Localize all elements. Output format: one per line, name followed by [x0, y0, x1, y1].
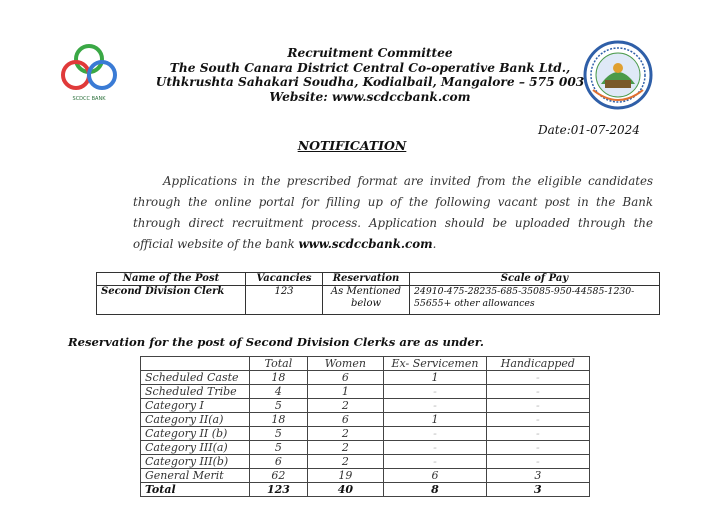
row-total: 5	[250, 399, 307, 413]
row-category: Category I	[141, 399, 250, 413]
reservation-header: Reservation	[323, 273, 410, 286]
post-header: Name of the Post	[97, 273, 246, 286]
committee-title: Recruitment Committee	[287, 46, 453, 60]
intro-website: www.scdccbank.com	[298, 237, 433, 251]
post-table-row	[97, 286, 660, 315]
letterhead	[150, 46, 590, 104]
row-handicapped: -	[486, 427, 589, 441]
row-ex-servicemen: -	[384, 399, 487, 413]
table-row	[141, 469, 590, 483]
post-vacancies: 123	[246, 286, 323, 315]
category-header	[141, 357, 250, 371]
row-category: Category II (b)	[141, 427, 250, 441]
bank-website: Website: www.scdccbank.com	[269, 89, 471, 104]
row-ex-servicemen: -	[384, 385, 487, 399]
row-total: 18	[250, 371, 307, 385]
row-handicapped: -	[486, 455, 589, 469]
intro-paragraph	[133, 171, 653, 255]
row-total: 4	[250, 385, 307, 399]
row-ex-servicemen: 1	[384, 413, 487, 427]
bank-address: Uthkrushta Sahakari Soudha, Kodialbail, Mangalore – 575 003	[155, 75, 585, 89]
total-handicapped: 3	[486, 483, 589, 497]
row-women: 6	[307, 413, 384, 427]
row-ex-servicemen: -	[384, 427, 487, 441]
scale-header: Scale of Pay	[410, 273, 660, 286]
reservation-heading: Reservation for the post of Second Division Clerks are as under.	[68, 335, 484, 349]
row-ex-servicemen: -	[384, 455, 487, 469]
table-row	[141, 441, 590, 455]
row-category: Category III(b)	[141, 455, 250, 469]
total-ex-servicemen: 8	[384, 483, 487, 497]
total-row	[141, 483, 590, 497]
row-total: 62	[250, 469, 307, 483]
bank-logo	[54, 42, 124, 104]
notification-date: Date:01-07-2024	[538, 123, 640, 137]
row-handicapped: -	[486, 385, 589, 399]
row-category: Scheduled Tribe	[141, 385, 250, 399]
total-women: 40	[307, 483, 384, 497]
row-women: 6	[307, 371, 384, 385]
reservation-table	[140, 356, 590, 497]
total-total: 123	[250, 483, 307, 497]
row-ex-servicemen: -	[384, 441, 487, 455]
handicapped-header: Handicapped	[486, 357, 589, 371]
table-row	[141, 385, 590, 399]
table-row	[141, 455, 590, 469]
table-row	[141, 413, 590, 427]
women-header: Women	[307, 357, 384, 371]
intro-end: .	[432, 237, 437, 251]
post-table	[96, 272, 660, 315]
table-row	[141, 427, 590, 441]
row-women: 2	[307, 441, 384, 455]
row-ex-servicemen: 6	[384, 469, 487, 483]
row-total: 18	[250, 413, 307, 427]
table-row	[141, 371, 590, 385]
row-total: 6	[250, 455, 307, 469]
row-handicapped: -	[486, 413, 589, 427]
row-ex-servicemen: 1	[384, 371, 487, 385]
row-women: 19	[307, 469, 384, 483]
post-table-header	[97, 273, 660, 286]
ex-servicemen-header: Ex- Servicemen	[384, 357, 487, 371]
row-handicapped: -	[486, 399, 589, 413]
row-handicapped: 3	[486, 469, 589, 483]
row-total: 5	[250, 427, 307, 441]
row-handicapped: -	[486, 371, 589, 385]
row-women: 1	[307, 385, 384, 399]
reservation-header-row	[141, 357, 590, 371]
intro-text: Applications in the prescribed format are invited from the eligible candidates through the online portal for filling up of the following vacant post in the Bank through direct recruitment process. Application should be uploaded through the official website of the bank	[133, 174, 653, 251]
vacancies-header: Vacancies	[246, 273, 323, 286]
row-handicapped: -	[486, 441, 589, 455]
row-category: Scheduled Caste	[141, 371, 250, 385]
row-women: 2	[307, 399, 384, 413]
post-reservation: As Mentioned below	[323, 286, 410, 315]
notification-title: NOTIFICATION	[297, 138, 407, 153]
post-scale: 24910-475-28235-685-35085-950-44585-1230-55655+ other allowances	[410, 286, 660, 315]
row-category: General Merit	[141, 469, 250, 483]
logo-caption: SCDCC BANK	[72, 96, 106, 102]
total-label: Total	[141, 483, 250, 497]
row-total: 5	[250, 441, 307, 455]
row-women: 2	[307, 427, 384, 441]
row-women: 2	[307, 455, 384, 469]
row-category: Category II(a)	[141, 413, 250, 427]
table-row	[141, 399, 590, 413]
post-name: Second Division Clerk	[97, 286, 246, 315]
row-category: Category III(a)	[141, 441, 250, 455]
bank-name: The South Canara District Central Co-operative Bank Ltd.,	[169, 60, 571, 75]
total-header: Total	[250, 357, 307, 371]
bank-seal-icon	[583, 40, 653, 110]
